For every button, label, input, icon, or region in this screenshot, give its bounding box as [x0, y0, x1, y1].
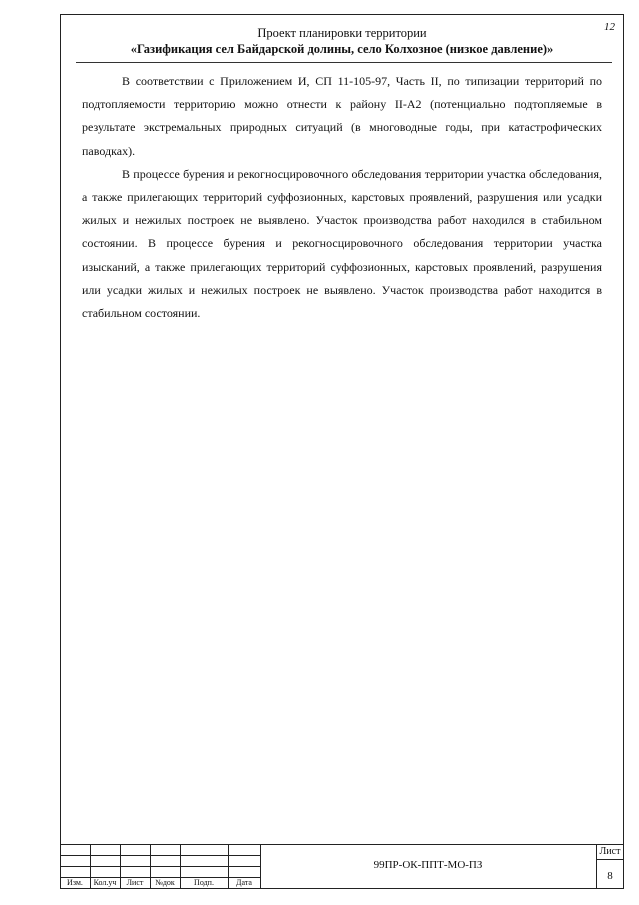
- stamp-caption-signature: Подп.: [194, 878, 214, 887]
- stamp-caption-izm: Изм.: [67, 878, 83, 887]
- sheet-label: Лист: [599, 846, 621, 857]
- stamp-sheet-divider: [596, 859, 624, 860]
- sheet-number: 8: [607, 870, 613, 882]
- stamp-caption-list: Лист: [126, 878, 144, 887]
- document-code: 99ПР-ОК-ППТ-МО-ПЗ: [373, 859, 483, 871]
- page-number: 12: [604, 21, 615, 33]
- stamp-caption-date: Дата: [236, 878, 252, 887]
- header-divider: [76, 62, 612, 63]
- header-subtitle: «Газификация сел Байдарской долины, село Колхозное (низкое давление)»: [130, 42, 554, 56]
- stamp-caption-kol-uch: Кол.уч: [93, 878, 117, 887]
- stamp-caption-doc-no: №док: [155, 878, 175, 887]
- title-block-stamp: [60, 844, 624, 889]
- paragraph-1: В соответствии с Приложением И, СП 11-105-97, Часть II, по типизации территорий по подтопляемости территорию можно отнести к району II-А2 (потенциально подтопляемые в результате экстремальных природных ситуаций (в многоводные годы, при катастрофических паводках).: [82, 74, 602, 158]
- paragraph-2: В процессе бурения и рекогносцировочного обследования территории участка обследования, а также прилегающих территорий суффозионных, карстовых проявлений, разрушения или усадки жилых и нежилых построек не выявлено. Участок производства работ находился в стабильном состоянии. В процессе бурения и рекогносцировочного обследования территории участка изысканий, а также прилегающих территорий суффозионных, карстовых проявлений, разрушения или усадки жилых и нежилых построек не выявлено. Участок производства работ находится в стабильном состоянии.: [82, 166, 602, 321]
- stamp-line-top: [60, 844, 624, 845]
- document-body: [82, 70, 602, 325]
- header-title: Проект планировки территории: [257, 26, 427, 40]
